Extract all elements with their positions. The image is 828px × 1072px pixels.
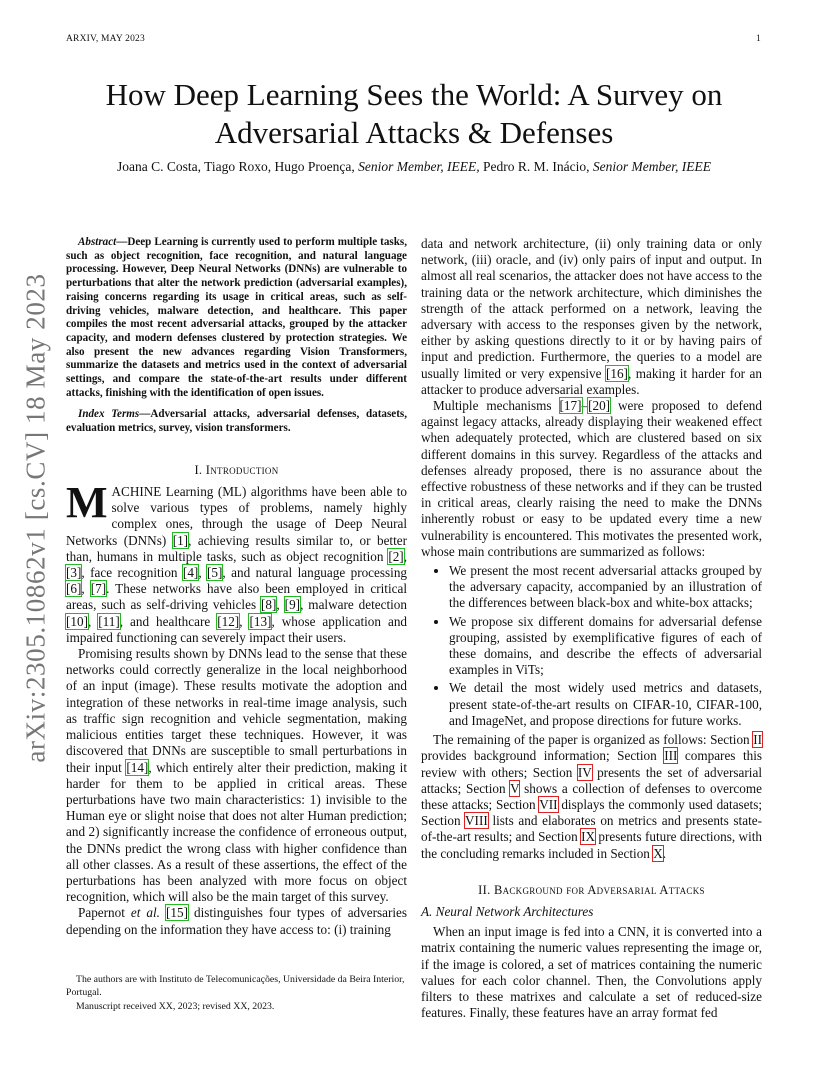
citation-link[interactable]: [20] <box>588 398 611 414</box>
author-role-1: Senior Member, IEEE, <box>358 159 480 174</box>
list-item: • We detail the most widely used metrics and datasets, present state-of-the-art results on CIFAR-10, CIFAR-100, and ImageNet, and propose directions for future works. <box>449 680 762 729</box>
text: , which entirely alter their prediction, making it harder for them to be applied in critical areas. These perturbations have two main characteristics: 1) invisible to the Human eye or slight noise that does not alter Human prediction; and 2) significantly increase the confidence of erroneous output, the DNNs predict the wrong class with higher confidence than all other classes. As a result of these assertions, the effect of the perturbations has been analyzed with more focus on object recognition, which will also be the main target of this survey. <box>66 759 407 905</box>
citation-link[interactable]: [17] <box>559 398 582 414</box>
text: , making it harder for an attacker to produce adversarial examples. <box>421 365 762 397</box>
citation-link[interactable]: [9] <box>284 597 301 613</box>
text: , and natural language processing <box>222 565 408 581</box>
section-link[interactable]: II <box>753 732 762 748</box>
text: ACHINE Learning (ML) algorithms have been able to solve various types of problems, namely highly complex ones, through the usage of Deep Neural Networks (DNNs) <box>66 484 407 548</box>
section-link[interactable]: VII <box>539 796 558 812</box>
citation-link[interactable]: [5] <box>207 565 223 581</box>
text: The remaining of the paper is organized as follows: Section <box>433 732 754 748</box>
citation-link[interactable]: [11] <box>98 613 120 629</box>
text: . <box>662 845 667 861</box>
footnote-affiliation: The authors are with Instituto de Telecomunicações, Universidade da Beira Interior, Portugal. <box>66 974 405 998</box>
section-link[interactable]: VIII <box>465 813 488 829</box>
text: , and healthcare <box>119 613 218 629</box>
text: were proposed to defend against legacy attacks, already displaying their weakened effect when adequately protected, which are clustered based on six different domains in this survey. Regardless of the attacks and defenses already proposed, there is no assurance about the effective robustness of these networks and if they can be trusted in critical areas, clearly raising the need to make the DNNs inherently robust or easy to be updated every time a new vulnerability is encountered. This motivates the presented work, whose main contributions are summarized as follows: <box>421 398 762 559</box>
right-paragraph-1 <box>421 236 762 398</box>
text: , whose application and impaired functioning can severely impact their users. <box>66 613 408 645</box>
section-link[interactable]: IX <box>581 829 595 845</box>
citation-link[interactable]: [10] <box>66 613 88 629</box>
citation-link[interactable]: [6] <box>66 581 82 597</box>
citation-link[interactable]: [1] <box>172 532 189 548</box>
author-list <box>40 159 788 175</box>
abstract-text: —Deep Learning is currently used to perform multiple tasks, such as object recognition, face recognition, and natural language processing. However, Deep Neural Networks (DNNs) are vulnerable to perturbations that alter the network prediction (adversarial examples), raising concerns regarding its usage in critical areas, such as self-driving vehicles, malware detection, and healthcare. This paper compiles the most recent adversarial attacks, grouped by the attacker capacity, and modern defenses clustered by protection strategies. We also present the new advances regarding Vision Transformers, summarize the datasets and metrics used in the context of adversarial settings, and compare the state-of-the-art results under different attacks, finishing with the identification of open issues. <box>66 236 407 399</box>
section-link[interactable]: III <box>664 748 678 764</box>
arxiv-identifier: arXiv:2305.10862v1 [cs.CV] 18 May 2023 <box>20 273 51 763</box>
authors-part-1: Joana C. Costa, Tiago Roxo, Hugo Proença, <box>117 159 359 174</box>
title-line-1: How Deep Learning Sees the World: A Survey on <box>105 77 723 112</box>
intro-paragraph-1: MACHINE Learning (ML) algorithms have been able to solve various types of problems, namely highly complex ones, through the usage of Deep Neural Networks (DNNs) [1], achieving results similar to, or better than, humans in multiple tasks, such as object recognition [2], [3], face recognition [4], [5], and natural language processing [6], [7]. These networks have also been employed in critical areas, such as self-driving vehicles [8], [9], malware detection [10], [11], and healthcare [12], [13], whose application and impaired functioning can severely impact their users. <box>66 478 408 645</box>
right-paragraph-2 <box>421 398 762 560</box>
index-terms-label: Index Terms <box>78 408 140 421</box>
text: , achieving results similar to, or better than, humans in multiple tasks, such as object recognition <box>66 532 407 564</box>
text: , face recognition <box>81 565 183 581</box>
abstract <box>66 236 407 400</box>
text: data and network architecture, (ii) only training data or only network, (iii) oracle, and (iv) only pairs of input and output. In almost all real scenarios, the attacker does not have access to the training data or the network architecture, which diminishes the strength of the attack performed on a network, leaving the adversary with access to the responses given by the network, either by asking questions directly to it or by having pairs of input and prediction. Furthermore, the queries to a model are usually limited or very expensive <box>421 236 762 381</box>
right-paragraph-3 <box>421 732 762 862</box>
intro-paragraph-3 <box>66 905 407 937</box>
arxiv-sidebar-stamp <box>10 268 62 768</box>
text: , malware detection <box>300 597 407 613</box>
section-link[interactable]: V <box>510 780 520 796</box>
footnote-manuscript: Manuscript received XX, 2023; revised XX, 2023. <box>76 1001 275 1012</box>
page-number: 1 <box>756 34 761 44</box>
text: presents future directions, with the concluding remarks included in Section <box>421 829 763 861</box>
left-column <box>66 236 407 938</box>
citation-link[interactable]: [8] <box>261 597 277 613</box>
footnotes <box>66 974 407 1014</box>
citation-link[interactable]: [14] <box>126 759 149 775</box>
text: Promising results shown by DNNs lead to the sense that these networks could correctly generalize in the local neighborhood of an input (image). These results motivate the adoption and integration of these networks in real-time image analysis, such as traffic sign recognition and vehicle segmentation, making malicious entities target these techniques. However, it was discovered that DNNs are susceptible to small perturbations in their input <box>66 646 407 775</box>
authors-part-2: Pedro R. M. Inácio, <box>479 159 593 174</box>
citation-link[interactable]: [3] <box>66 565 82 581</box>
section-link[interactable]: IV <box>577 764 592 780</box>
drop-cap: M <box>66 478 108 528</box>
author-role-2: Senior Member, IEEE <box>592 159 711 174</box>
text: Multiple mechanisms <box>433 398 560 414</box>
text: . These networks have also been employed in critical areas, such as self-driving vehicles <box>66 581 407 613</box>
list-item: • We present the most recent adversarial attacks grouped by the adversary capacity, accompanied by an illustration of the differences between black-box and white-box attacks; <box>449 563 762 612</box>
text: provides background information; Section <box>421 748 665 764</box>
index-terms <box>66 408 407 435</box>
citation-link[interactable]: [13] <box>249 613 272 629</box>
section-heading-introduction: I. Introduction <box>194 462 279 477</box>
text: Papernot <box>78 905 131 921</box>
citation-link[interactable]: [12] <box>217 613 240 629</box>
text: shows a collection of defenses to overcome these attacks; Section <box>421 780 762 812</box>
intro-paragraph-2 <box>66 646 407 905</box>
citation-link[interactable]: [7] <box>90 581 107 597</box>
text: displays the commonly used datasets; Section <box>421 796 762 829</box>
text: – <box>581 398 589 414</box>
citation-link[interactable]: [16] <box>605 365 628 381</box>
abstract-label: Abstract <box>78 236 117 248</box>
text: compares this review with others; Section <box>421 748 762 780</box>
index-terms-text: —Adversarial attacks, adversarial defenses, datasets, evaluation metrics, survey, vision transformers. <box>66 408 407 435</box>
paper-title <box>66 76 762 152</box>
text: et al. <box>130 905 160 921</box>
citation-link[interactable]: [2] <box>388 548 404 564</box>
section-link[interactable]: X <box>653 845 663 861</box>
title-line-2: Adversarial Attacks & Defenses <box>214 115 614 150</box>
section-heading-background: II. Background for Adversarial Attacks <box>478 882 705 897</box>
text: distinguishes four types of adversaries depending on the information they have access to: (i) training <box>66 905 408 937</box>
text: presents the set of adversarial attacks; Section <box>421 764 762 796</box>
right-paragraph-4: When an input image is fed into a CNN, it is converted into a matrix containing the numeric values representing the image or, if the image is colored, a set of matrices containing the numeric values for each color channel. Then, the Convolutions apply filters to these matrixes and calculate a set of reduced-size features. Finally, these features have an array format fed <box>421 924 762 1021</box>
citation-link[interactable]: [15] <box>166 905 188 921</box>
contributions-list <box>421 563 762 729</box>
running-header: ARXIV, MAY 2023 <box>66 34 145 44</box>
subsection-heading: A. Neural Network Architectures <box>421 903 594 919</box>
citation-link[interactable]: [4] <box>182 565 199 581</box>
text: lists and elaborates on metrics and presents state-of-the-art results; and Section <box>421 813 762 845</box>
right-column <box>421 236 762 1021</box>
list-item: • We propose six different domains for adversarial defense grouping, assisted by exemplificative figures of each of these domains, and describe the effects of adversarial examples in ViTs; <box>449 614 762 679</box>
